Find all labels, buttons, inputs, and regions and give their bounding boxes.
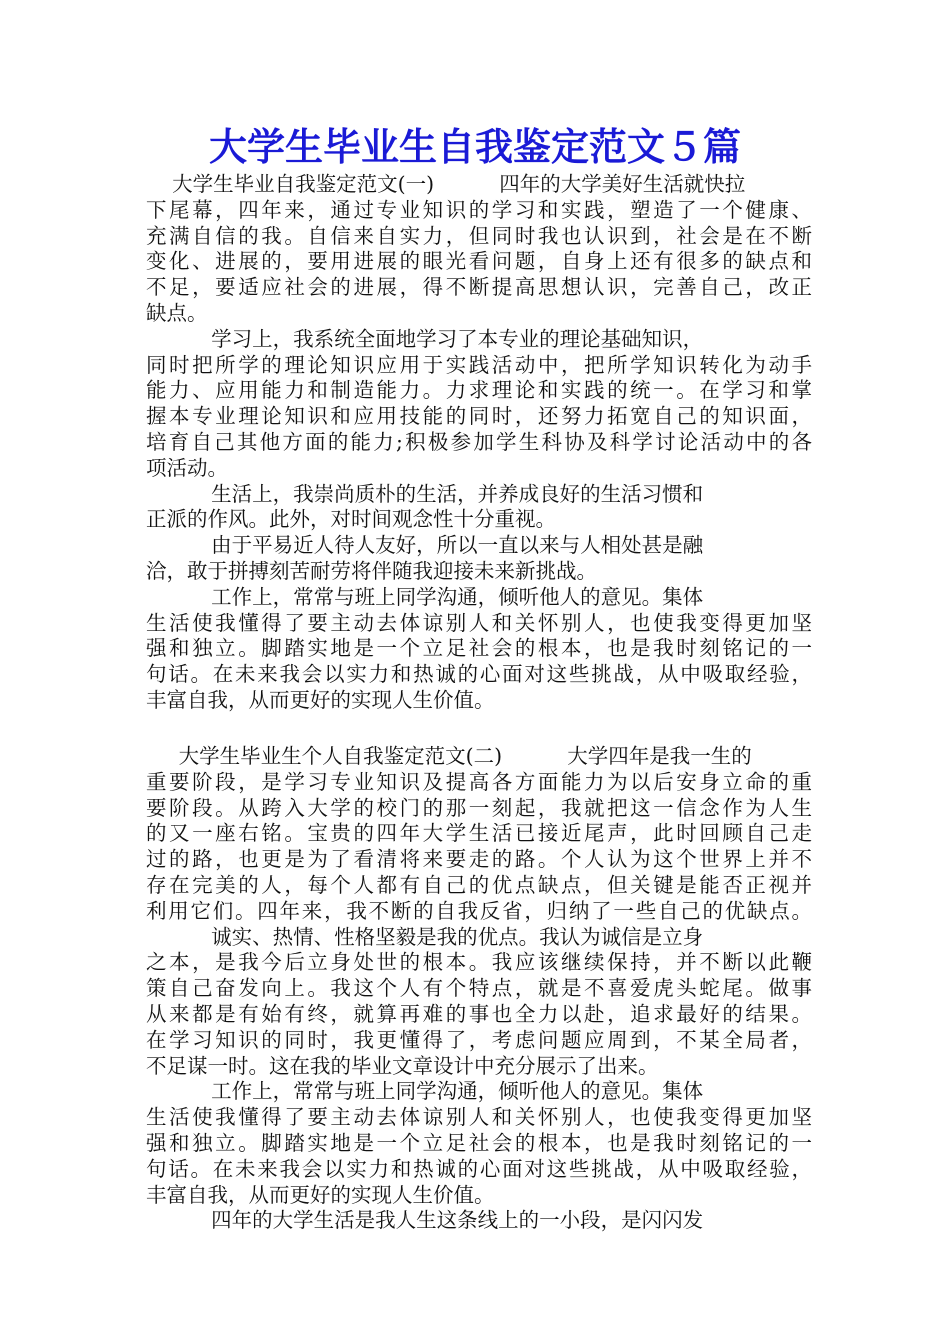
- section-1-line: 大学生毕业自我鉴定范文(一) 四年的大学美好生活就快拉: [146, 172, 746, 196]
- section-2-line: 生活使我懂得了要主动去体谅别人和关怀别人，也使我变得更加坚: [146, 1105, 812, 1130]
- section-1-line: 由于平易近人待人友好，所以一直以来与人相处甚是融: [146, 533, 704, 558]
- section-2-line: 四年的大学生活是我人生这条线上的一小段，是闪闪发: [146, 1208, 704, 1233]
- section-1-line: 培育自己其他方面的能力;积极参加学生科协及科学讨论活动中的各: [146, 429, 812, 454]
- section-2-line: 策自己奋发向上。我这个人有个特点，就是不喜爱虎头蛇尾。做事: [146, 976, 812, 1001]
- section-2-line: 要阶段。从跨入大学的校门的那一刻起，我就把这一信念作为人生: [146, 795, 812, 820]
- section-2-line: 利用它们。四年来，我不断的自我反省，归纳了一些自己的优缺点。: [146, 898, 812, 923]
- section-1-line: 变化、进展的，要用进展的眼光看问题，自身上还有很多的缺点和: [146, 249, 812, 274]
- section-1-line: 正派的作风。此外，对时间观念性十分重视。: [146, 507, 556, 532]
- section-2-line: 不足谋一时。这在我的毕业文章设计中充分展示了出来。: [146, 1053, 659, 1078]
- section-2-line: 之本，是我今后立身处世的根本。我应该继续保持，并不断以此鞭: [146, 950, 812, 975]
- section-2-line: 句话。在未来我会以实力和热诚的心面对这些挑战，从中吸取经验，: [146, 1156, 812, 1181]
- section-1-line: 项活动。: [146, 455, 228, 480]
- section-1-line: 强和独立。脚踏实地是一个立足社会的根本，也是我时刻铭记的一: [146, 636, 812, 661]
- section-2-line: 强和独立。脚踏实地是一个立足社会的根本，也是我时刻铭记的一: [146, 1130, 812, 1155]
- page-title: 大学生毕业生自我鉴定范文５篇: [208, 124, 741, 169]
- section-1-line: 充满自信的我。自信来自实力，但同时我也认识到，社会是在不断: [146, 223, 812, 248]
- section-1-line: 丰富自我，从而更好的实现人生价值。: [146, 687, 495, 712]
- section-2-line: 重要阶段，是学习专业知识及提高各方面能力为以后安身立命的重: [146, 769, 812, 794]
- section-2-line: 工作上，常常与班上同学沟通，倾听他人的意见。集体: [146, 1079, 704, 1104]
- section-2-line: 的又一座右铭。宝贵的四年大学生活已接近尾声，此时回顾自己走: [146, 821, 812, 846]
- section-1-line: 下尾幕，四年来，通过专业知识的学习和实践，塑造了一个健康、: [146, 197, 812, 222]
- section-1-line: 生活上，我崇尚质朴的生活，并养成良好的生活习惯和: [146, 481, 704, 506]
- section-2-line: 丰富自我，从而更好的实现人生价值。: [146, 1182, 495, 1207]
- section-1-line: 洽，敢于拼搏刻苦耐劳将伴随我迎接未来新挑战。: [146, 558, 597, 583]
- section-2: [146, 744, 812, 1234]
- section-1-line: 握本专业理论知识和应用技能的同时，还努力拓宽自己的知识面，: [146, 404, 812, 429]
- section-1-line: 缺点。: [146, 300, 208, 325]
- section-1-line: 工作上，常常与班上同学沟通，倾听他人的意见。集体: [146, 584, 704, 609]
- section-2-line: 诚实、热情、性格坚毅是我的优点。我认为诚信是立身: [146, 924, 704, 949]
- section-2-line: 大学生毕业生个人自我鉴定范文(二) 大学四年是我一生的: [146, 744, 752, 768]
- section-1-line: 句话。在未来我会以实力和热诚的心面对这些挑战，从中吸取经验，: [146, 662, 812, 687]
- section-1-line: 学习上，我系统全面地学习了本专业的理论基础知识，: [146, 326, 704, 351]
- section-1-line: 不足，要适应社会的进展，得不断提高思想认识，完善自己，改正: [146, 275, 812, 300]
- section-1-line: 能力、应用能力和制造能力。力求理论和实践的统一。在学习和掌: [146, 378, 812, 403]
- section-2-line: 存在完美的人，每个人都有自己的优点缺点，但关键是能否正视并: [146, 872, 812, 897]
- section-2-line: 过的路，也更是为了看清将来要走的路。个人认为这个世界上并不: [146, 847, 812, 872]
- section-1-line: 生活使我懂得了要主动去体谅别人和关怀别人，也使我变得更加坚: [146, 610, 812, 635]
- section-1: [146, 172, 812, 714]
- section-1-line: 同时把所学的理论知识应用于实践活动中，把所学知识转化为动手: [146, 352, 812, 377]
- section-2-line: 从来都是有始有终，就算再难的事也全力以赴，追求最好的结果。: [146, 1001, 812, 1026]
- section-2-line: 在学习知识的同时，我更懂得了，考虑问题应周到，不某全局者，: [146, 1027, 812, 1052]
